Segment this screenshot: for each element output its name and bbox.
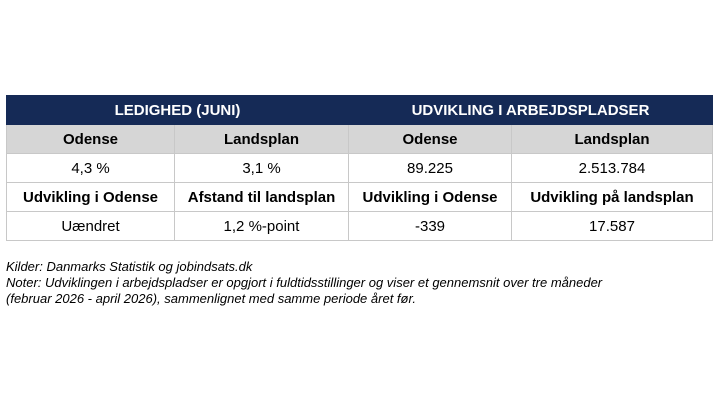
table-row bbox=[7, 212, 713, 241]
table-row-labels bbox=[7, 183, 713, 212]
table-row bbox=[7, 154, 713, 183]
group-header-row bbox=[7, 96, 713, 125]
row-label: Afstand til landsplan bbox=[175, 183, 349, 212]
sub-header-odense: Odense bbox=[349, 125, 512, 154]
jobs-group-header: UDVIKLING I ARBEJDSPLADSER bbox=[349, 96, 713, 125]
footnotes bbox=[6, 259, 712, 307]
table-cell: Uændret bbox=[7, 212, 175, 241]
unemployment-group-header: LEDIGHED (JUNI) bbox=[7, 96, 349, 125]
table-cell: 89.225 bbox=[349, 154, 512, 183]
table-cell: 3,1 % bbox=[175, 154, 349, 183]
table-cell: 4,3 % bbox=[7, 154, 175, 183]
row-label: Udvikling i Odense bbox=[7, 183, 175, 212]
table-cell: 1,2 %-point bbox=[175, 212, 349, 241]
table-cell: 2.513.784 bbox=[512, 154, 713, 183]
sources-text: Kilder: Danmarks Statistik og jobindsats.dk bbox=[6, 259, 253, 274]
sub-header-landsplan: Landsplan bbox=[175, 125, 349, 154]
note-text-line-1: Noter: Udviklingen i arbejdspladser er opgjort i fuldtidsstillinger og viser et gennemsnit over tre måneder bbox=[6, 275, 603, 290]
table-cell: 17.587 bbox=[512, 212, 713, 241]
sub-header-landsplan: Landsplan bbox=[512, 125, 713, 154]
sub-header-odense: Odense bbox=[7, 125, 175, 154]
statistics-table bbox=[6, 95, 713, 241]
table-cell: -339 bbox=[349, 212, 512, 241]
row-label: Udvikling på landsplan bbox=[512, 183, 713, 212]
row-label: Udvikling i Odense bbox=[349, 183, 512, 212]
note-text-line-2: (februar 2026 - april 2026), sammenlignet med samme periode året før. bbox=[6, 291, 416, 306]
sub-header-row bbox=[7, 125, 713, 154]
